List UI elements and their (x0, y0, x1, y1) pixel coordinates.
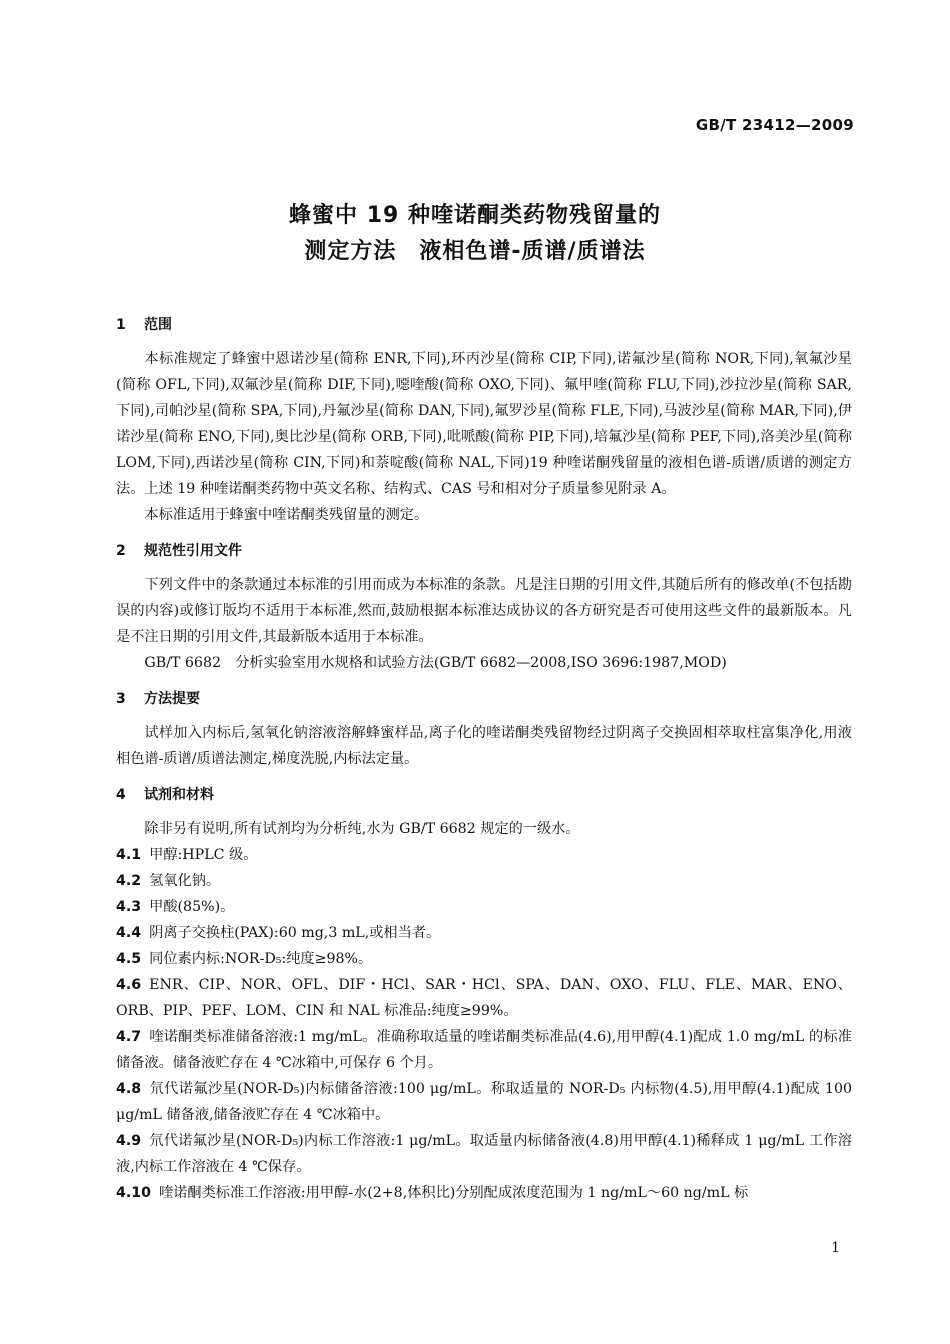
reagent-item (116, 946, 852, 972)
item-text: 阴离子交换柱(PAX):60 mg,3 mL,或相当者。 (149, 925, 441, 941)
item-text: ENR、CIP、NOR、OFL、DIF・HCl、SAR・HCl、SPA、DAN、OXO、FLU、FLE、MAR、ENO、ORB、PIP、PEF、LOM、CIN 和 NAL 标准品:纯度≥99%。 (116, 977, 852, 1019)
item-text: 氘代诺氟沙星(NOR-D₅)内标储备溶液:100 μg/mL。称取适量的 NOR-D₅ 内标物(4.5),用甲醇(4.1)配成 100 μg/mL 储备液,储备液贮存在 4 ℃冰箱中。 (116, 1081, 852, 1123)
section-title: 试剂和材料 (144, 787, 214, 803)
item-number: 4.1 (116, 847, 142, 863)
reagent-item (116, 1076, 852, 1128)
paragraph: 本标准规定了蜂蜜中恩诺沙星(简称 ENR,下同),环丙沙星(简称 CIP,下同),诺氟沙星(简称 NOR,下同),氧氟沙星(简称 OFL,下同),双氟沙星(简称 DIF,下同),噁喹酸(简称 OXO,下同)、氟甲喹(简称 FLU,下同),沙拉沙星(简称 SAR,下同),司帕沙星(简称 SPA,下同),丹氟沙星(简称 DAN,下同),氟罗沙星(简称 FLE,下同),马波沙星(简称 MAR,下同),伊诺沙星(简称 ENO,下同),奥比沙星(简称 ORB,下同),吡哌酸(简称 PIP,下同),培氟沙星(简称 PEF,下同),洛美沙星(简称 LOM,下同),西诺沙星(简称 CIN,下同)和萘啶酸(简称 NAL,下同)19 种喹诺酮残留量的液相色谱-质谱/质谱的测定方法。上述 19 种喹诺酮类药物中英文名称、结构式、CAS 号和相对分子质量参见附录 A。 (116, 351, 852, 497)
paragraph: 除非另有说明,所有试剂均为分析纯,水为 GB/T 6682 规定的一级水。 (144, 821, 580, 837)
item-number: 4.6 (116, 977, 142, 993)
item-number: 4.2 (116, 873, 142, 889)
item-text: 喹诺酮类标准储备溶液:1 mg/mL。准确称取适量的喹诺酮类标准品(4.6),用甲醇(4.1)配成 1.0 mg/mL 的标准储备液。储备液贮存在 4 ℃冰箱中,可保存 6 个月。 (116, 1029, 852, 1071)
reagent-item (116, 972, 852, 1024)
item-number: 4.9 (116, 1133, 142, 1149)
item-text: 同位素内标:NOR-D₅:纯度≥98%。 (149, 951, 373, 967)
paragraph: 下列文件中的条款通过本标准的引用而成为本标准的条款。凡是注日期的引用文件,其随后所有的修改单(不包括勘误的内容)或修订版均不适用于本标准,然而,鼓励根据本标准达成协议的各方研究是否可使用这些文件的最新版本。凡是不注日期的引用文件,其最新版本适用于本标准。 (116, 577, 852, 645)
reagent-item (116, 1128, 852, 1180)
item-text: 氢氧化钠。 (149, 873, 221, 889)
item-text: 甲醇:HPLC 级。 (149, 847, 258, 863)
document-title-line-2: 测定方法 液相色谱-质谱/质谱法 (304, 239, 646, 264)
reagent-item (116, 868, 852, 894)
section-title: 范围 (144, 317, 172, 333)
paragraph: 本标准适用于蜂蜜中喹诺酮类残留量的测定。 (144, 507, 429, 523)
section-heading-scope (116, 312, 852, 338)
reagent-item (116, 1024, 852, 1076)
reference-entry: GB/T 6682 分析实验室用水规格和试验方法(GB/T 6682—2008,ISO 3696:1987,MOD) (144, 655, 727, 671)
document-title-line-1: 蜂蜜中 19 种喹诺酮类药物残留量的 (289, 203, 661, 228)
section-number: 2 (116, 543, 126, 559)
item-number: 4.4 (116, 925, 142, 941)
section-title: 规范性引用文件 (144, 543, 242, 559)
page-number: 1 (831, 1240, 840, 1256)
reagent-item (116, 1180, 852, 1206)
section-number: 1 (116, 317, 126, 333)
reagent-item (116, 842, 852, 868)
item-number: 4.5 (116, 951, 142, 967)
item-number: 4.10 (116, 1185, 152, 1201)
item-text: 氘代诺氟沙星(NOR-D₅)内标工作溶液:1 μg/mL。取适量内标储备液(4.8)用甲醇(4.1)稀释成 1 μg/mL 工作溶液,内标工作溶液在 4 ℃保存。 (116, 1133, 852, 1175)
item-number: 4.7 (116, 1029, 142, 1045)
section-number: 3 (116, 691, 126, 707)
section-heading-reagents (116, 782, 852, 808)
item-text: 甲酸(85%)。 (149, 899, 235, 915)
item-number: 4.3 (116, 899, 142, 915)
item-text: 喹诺酮类标准工作溶液:用甲醇-水(2+8,体积比)分别配成浓度范围为 1 ng/mL～60 ng/mL 标 (159, 1185, 749, 1201)
reagent-item (116, 920, 852, 946)
section-heading-principle (116, 686, 852, 712)
section-heading-normative-references (116, 538, 852, 564)
standard-code: GB/T 23412—2009 (695, 116, 854, 134)
item-number: 4.8 (116, 1081, 142, 1097)
document-body (116, 312, 852, 1206)
reagent-item (116, 894, 852, 920)
section-title: 方法提要 (144, 691, 200, 707)
section-number: 4 (116, 787, 126, 803)
paragraph: 试样加入内标后,氢氧化钠溶液溶解蜂蜜样品,离子化的喹诺酮类残留物经过阴离子交换固相萃取柱富集净化,用液相色谱-质谱/质谱法测定,梯度洗脱,内标法定量。 (116, 725, 852, 767)
